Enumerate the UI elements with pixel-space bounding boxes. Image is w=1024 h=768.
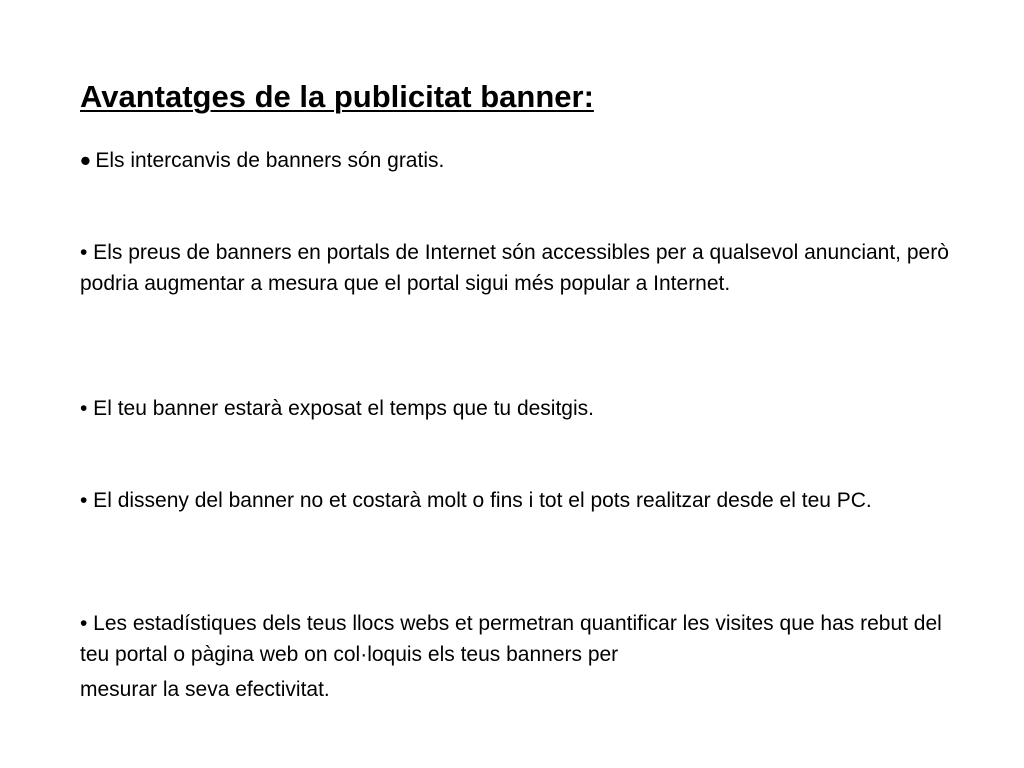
bullet-item-5-text-end: mesurar la seva efectivitat. bbox=[80, 678, 330, 701]
bullet-item-1-text: Els intercanvis de banners són gratis. bbox=[95, 149, 445, 172]
bullet-item-1 bbox=[80, 143, 444, 179]
bullet-dot-icon: • bbox=[80, 143, 91, 178]
bullet-item-5-text: • Les estadístiques dels teus llocs webs et permetran quantificar les visites que has rebut del teu portal o pàgina web on col·loquis els teus banners per bbox=[80, 612, 942, 666]
bullet-item-2: • Els preus de banners en portals de Internet són accessibles per a qualsevol anunciant, però podria augmentar a mesura que el portal sigui més popular a Internet. bbox=[80, 241, 949, 295]
bullet-item-5 bbox=[80, 608, 950, 705]
bullet-item-3: • El teu banner estarà exposat el temps que tu desitgis. bbox=[80, 397, 594, 420]
slide-title: Avantatges de la publicitat banner: bbox=[80, 79, 594, 114]
bullet-item-4: • El disseny del banner no et costarà molt o fins i tot el pots realitzar desde el teu PC. bbox=[80, 489, 872, 512]
